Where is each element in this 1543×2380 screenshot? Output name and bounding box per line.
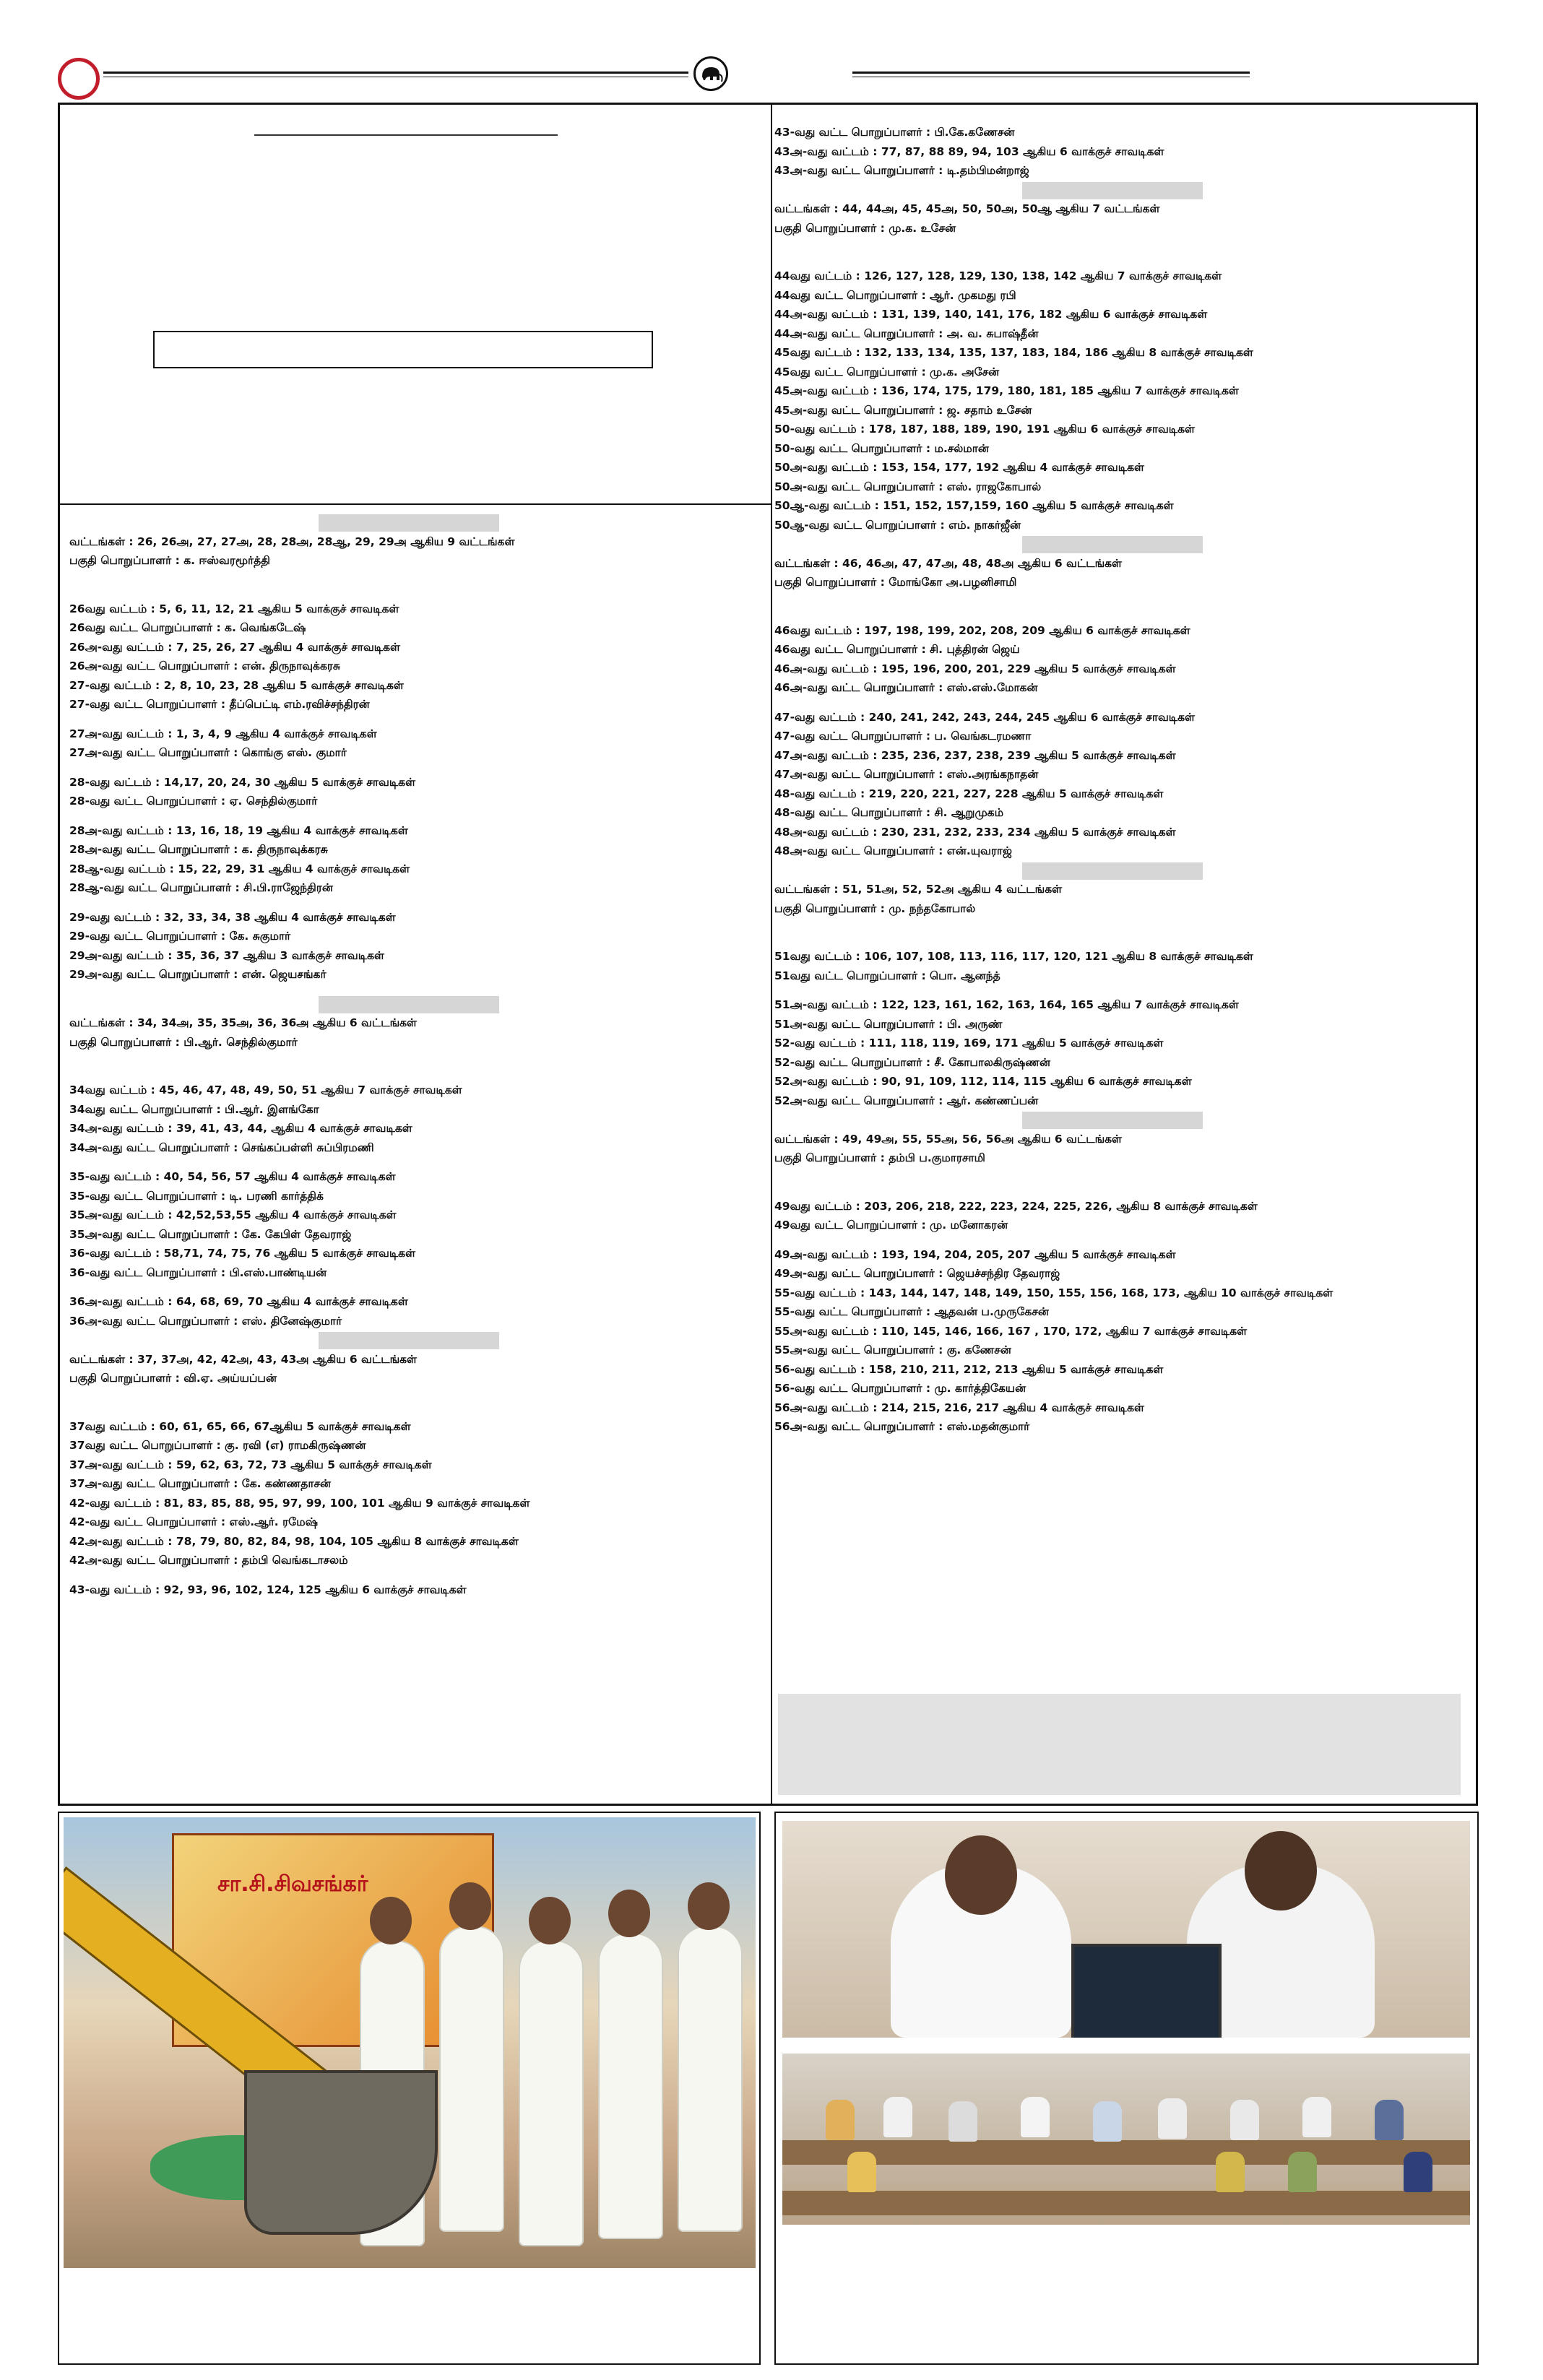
ward-list: வட்டங்கள் : 51, 51அ, 52, 52அ ஆகிய 4 வட்டங்கள் [774, 883, 1063, 896]
ward-incharge: 28ஆ-வது வட்ட பொறுப்பாளர் : சி.பி.ராஜேந்திரன் [69, 881, 333, 894]
ward-list: வட்டங்கள் : 34, 34அ, 35, 35அ, 36, 36அ ஆகிய 6 வட்டங்கள் [69, 1016, 418, 1029]
ward-incharge: 50அ-வது வட்ட பொறுப்பாளர் : எஸ். ராஜகோபால் [774, 480, 1042, 493]
ward-incharge: 28அ-வது வட்ட பொறுப்பாளர் : க. திருநாவுக்கரசு [69, 843, 328, 856]
area-incharge: பகுதி பொறுப்பாளர் : மு.க. உசேன் [774, 221, 956, 235]
section-heading-bar [774, 535, 1468, 554]
elephant-logo-icon [693, 56, 728, 91]
area-incharge: பகுதி பொறுப்பாளர் : தம்பி ப.குமாரசாமி [774, 1151, 985, 1164]
ward-booths: 36அ-வது வட்டம் : 64, 68, 69, 70 ஆகிய 4 வாக்குச் சாவடிகள் [69, 1295, 408, 1308]
ward-incharge: 28-வது வட்ட பொறுப்பாளர் : ஏ. செந்தில்குமார் [69, 795, 318, 808]
ward-incharge: 47-வது வட்ட பொறுப்பாளர் : ப. வெங்கடரமணா [774, 730, 1032, 743]
attendee [1375, 2100, 1404, 2140]
attendee [1230, 2100, 1259, 2140]
ward-incharge: 27அ-வது வட்ட பொறுப்பாளர் : கொங்கு எஸ். குமார் [69, 746, 347, 759]
person [678, 1926, 743, 2232]
headline-rule [254, 134, 558, 136]
person [439, 1926, 504, 2232]
ward-incharge: 50ஆ-வது வட்ட பொறுப்பாளர் : எம். நாகர்ஜீன் [774, 518, 1021, 532]
attendee [826, 2100, 855, 2140]
section-heading-bar [69, 1330, 763, 1350]
ward-booths: 56அ-வது வட்டம் : 214, 215, 216, 217 ஆகிய 4 வாக்குச் சாவடிகள் [774, 1401, 1144, 1414]
ward-incharge: 47அ-வது வட்ட பொறுப்பாளர் : எஸ்.அரங்கநாதன் [774, 768, 1039, 781]
ward-incharge: 44அ-வது வட்ட பொறுப்பாளர் : அ. வ. சுபாஷ்தீன் [774, 326, 1039, 340]
ward-booths: 47அ-வது வட்டம் : 235, 236, 237, 238, 239 ஆகிய 5 வாக்குச் சாவடிகள் [774, 748, 1176, 762]
ward-incharge: 26வது வட்ட பொறுப்பாளர் : க. வெங்கடேஷ் [69, 621, 306, 634]
ward-list: வட்டங்கள் : 46, 46அ, 47, 47அ, 48, 48அ ஆகிய 6 வட்டங்கள் [774, 556, 1123, 570]
ward-incharge: 36அ-வது வட்ட பொறுப்பாளர் : எஸ். தினேஷ்குமார் [69, 1314, 342, 1328]
ward-incharge: 27-வது வட்ட பொறுப்பாளர் : தீப்பெட்டி எம்.ரவிச்சந்திரன் [69, 698, 370, 711]
ward-incharge: 48அ-வது வட்ட பொறுப்பாளர் : என்.யுவராஜ் [774, 844, 1012, 857]
person-head [449, 1882, 491, 1930]
attendee [1021, 2097, 1050, 2137]
person [598, 1933, 663, 2239]
heading-placeholder [1022, 862, 1203, 880]
attendee [1302, 2097, 1331, 2137]
heading-placeholder [319, 996, 499, 1013]
ward-incharge: 29அ-வது வட்ட பொறுப்பாளர் : என். ஜெயசங்கர் [69, 968, 327, 981]
ward-booths: 52-வது வட்டம் : 111, 118, 119, 169, 171 ஆகிய 5 வாக்குச் சாவடிகள் [774, 1037, 1164, 1050]
ward-booths: 50-வது வட்டம் : 178, 187, 188, 189, 190, 191 ஆகிய 6 வாக்குச் சாவடிகள் [774, 423, 1196, 436]
ward-booths: 55அ-வது வட்டம் : 110, 145, 146, 166, 167 , 170, 172, ஆகிய 7 வாக்குச் சாவடிகள் [774, 1324, 1248, 1338]
area-incharge: பகுதி பொறுப்பாளர் : க. ஈஸ்வரமூர்த்தி [69, 554, 270, 567]
ward-booths: 46வது வட்டம் : 197, 198, 199, 202, 208, 209 ஆகிய 6 வாக்குச் சாவடிகள் [774, 623, 1190, 637]
ward-incharge: 56-வது வட்ட பொறுப்பாளர் : மு. கார்த்திகேயன் [774, 1382, 1026, 1395]
ward-booths: 50அ-வது வட்டம் : 153, 154, 177, 192 ஆகிய 4 வாக்குச் சாவடிகள் [774, 461, 1144, 474]
header-area-rule [58, 503, 772, 505]
ward-incharge: 52-வது வட்ட பொறுப்பாளர் : சீ. கோபாலகிருஷ்ணன் [774, 1055, 1051, 1069]
ward-incharge: 55-வது வட்ட பொறுப்பாளர் : ஆதவன் ப.முருகேசன் [774, 1305, 1049, 1318]
ward-incharge: 56அ-வது வட்ட பொறுப்பாளர் : எஸ்.மதன்குமார் [774, 1420, 1030, 1433]
ward-incharge: 45அ-வது வட்ட பொறுப்பாளர் : ஜ. சதாம் உசேன் [774, 403, 1032, 417]
ward-incharge: 55அ-வது வட்ட பொறுப்பாளர் : கு. கணேசன் [774, 1343, 1011, 1356]
ward-incharge: 34அ-வது வட்ட பொறுப்பாளர் : செங்கப்பள்ளி சுப்பிரமணி [69, 1141, 374, 1154]
banner-text: சா.சி.சிவசங்கர் [217, 1871, 368, 1897]
ward-incharge: 26அ-வது வட்ட பொறுப்பாளர் : என். திருநாவுக்கரசு [69, 659, 340, 672]
area-incharge: பகுதி பொறுப்பாளர் : மோங்கோ அ.பழனிசாமி [774, 576, 1017, 589]
ward-booths: 50ஆ-வது வட்டம் : 151, 152, 157,159, 160 ஆகிய 5 வாக்குச் சாவடிகள் [774, 499, 1174, 512]
ward-incharge: 50-வது வட்ட பொறுப்பாளர் : ம.சல்மான் [774, 441, 989, 455]
ward-incharge: 49வது வட்ட பொறுப்பாளர் : மு. மனோகரன் [774, 1219, 1008, 1232]
attendee [1216, 2152, 1245, 2192]
ward-incharge: 35அ-வது வட்ட பொறுப்பாளர் : கே. கேபிள் தேவராஜ் [69, 1227, 352, 1241]
attendee [847, 2152, 876, 2192]
section-heading-bar [774, 1110, 1468, 1130]
excavator-bucket [244, 2070, 438, 2235]
ward-incharge: 51அ-வது வட்ட பொறுப்பாளர் : பி. அருண் [774, 1017, 1003, 1031]
ward-incharge: 52அ-வது வட்ட பொறுப்பாளர் : ஆர். கண்ணப்பன் [774, 1094, 1039, 1107]
ward-booths: 26வது வட்டம் : 5, 6, 11, 12, 21 ஆகிய 5 வாக்குச் சாவடிகள் [69, 602, 399, 615]
ward-booths: 44வது வட்டம் : 126, 127, 128, 129, 130, 138, 142 ஆகிய 7 வாக்குச் சாவடிகள் [774, 269, 1222, 282]
ward-incharge: 44வது வட்ட பொறுப்பாளர் : ஆர். முகமது ரபி [774, 288, 1016, 302]
ward-booths: 36-வது வட்டம் : 58,71, 74, 75, 76 ஆகிய 5 வாக்குச் சாவடிகள் [69, 1247, 416, 1260]
person-head [608, 1890, 650, 1937]
red-circle-icon [58, 58, 100, 100]
meeting-attendees-photo [782, 2054, 1470, 2225]
ward-booths: 52அ-வது வட்டம் : 90, 91, 109, 112, 114, 115 ஆகிய 6 வாக்குச் சாவடிகள் [774, 1075, 1192, 1088]
ward-incharge: 51வது வட்ட பொறுப்பாளர் : பொ. ஆனந்த் [774, 969, 1000, 982]
area-incharge: பகுதி பொறுப்பாளர் : பி.ஆர். செந்தில்குமார் [69, 1035, 298, 1049]
ward-booths: 42அ-வது வட்டம் : 78, 79, 80, 82, 84, 98, 104, 105 ஆகிய 8 வாக்குச் சாவடிகள் [69, 1534, 519, 1548]
person-head [370, 1897, 412, 1944]
ward-booths: 35-வது வட்டம் : 40, 54, 56, 57 ஆகிய 4 வாக்குச் சாவடிகள் [69, 1170, 396, 1183]
attendee [1404, 2152, 1432, 2192]
heading-placeholder [319, 1332, 499, 1349]
ward-incharge: 37அ-வது வட்ட பொறுப்பாளர் : கே. கண்ணதாசன் [69, 1477, 332, 1490]
ward-booths: 27-வது வட்டம் : 2, 8, 10, 23, 28 ஆகிய 5 வாக்குச் சாவடிகள் [69, 678, 404, 692]
official-left-head [945, 1835, 1017, 1915]
ward-incharge: 46அ-வது வட்ட பொறுப்பாளர் : எஸ்.எஸ்.மோகன் [774, 681, 1038, 694]
ward-list: வட்டங்கள் : 44, 44அ, 45, 45அ, 50, 50அ, 50ஆ ஆகிய 7 வட்டங்கள் [774, 202, 1160, 215]
ward-incharge: 35-வது வட்ட பொறுப்பாளர் : டி. பரணி கார்த்திக் [69, 1189, 324, 1203]
ward-incharge: 42-வது வட்ட பொறுப்பாளர் : எஸ்.ஆர். ரமேஷ் [69, 1515, 318, 1528]
ward-incharge: 46வது வட்ட பொறுப்பாளர் : சி. புத்திரன் ஜெய் [774, 643, 1020, 656]
ward-booths: 48அ-வது வட்டம் : 230, 231, 232, 233, 234 ஆகிய 5 வாக்குச் சாவடிகள் [774, 825, 1176, 839]
ward-incharge: 43-வது வட்ட பொறுப்பாளர் : பி.கே.கணேசன் [774, 126, 1015, 139]
attendee [1093, 2101, 1122, 2142]
attendee [883, 2097, 912, 2137]
ward-booths: 29அ-வது வட்டம் : 35, 36, 37 ஆகிய 3 வாக்குச் சாவடிகள் [69, 948, 384, 962]
ward-booths: 56-வது வட்டம் : 158, 210, 211, 212, 213 ஆகிய 5 வாக்குச் சாவடிகள் [774, 1362, 1164, 1376]
ward-booths: 46அ-வது வட்டம் : 195, 196, 200, 201, 229 ஆகிய 5 வாக்குச் சாவடிகள் [774, 662, 1176, 675]
attendee [948, 2101, 977, 2142]
ward-booths: 47-வது வட்டம் : 240, 241, 242, 243, 244, 245 ஆகிய 6 வாக்குச் சாவடிகள் [774, 710, 1196, 724]
ward-incharge: 48-வது வட்ட பொறுப்பாளர் : சி. ஆறுமுகம் [774, 806, 1004, 819]
meeting-officials-photo [782, 1821, 1470, 2038]
attendee [1288, 2152, 1317, 2192]
ward-booths: 48-வது வட்டம் : 219, 220, 221, 227, 228 ஆகிய 5 வாக்குச் சாவடிகள் [774, 787, 1164, 800]
ward-booths: 51வது வட்டம் : 106, 107, 108, 113, 116, 117, 120, 121 ஆகிய 8 வாக்குச் சாவடிகள் [774, 950, 1253, 963]
ward-incharge: 42அ-வது வட்ட பொறுப்பாளர் : தம்பி வெங்கடாசலம் [69, 1554, 348, 1567]
ward-booths: 26அ-வது வட்டம் : 7, 25, 26, 27 ஆகிய 4 வாக்குச் சாவடிகள் [69, 640, 401, 654]
ward-booths: 49வது வட்டம் : 203, 206, 218, 222, 223, 224, 225, 226, ஆகிய 8 வாக்குச் சாவடிகள் [774, 1199, 1258, 1213]
person-head [529, 1897, 571, 1944]
ward-list: வட்டங்கள் : 49, 49அ, 55, 55அ, 56, 56அ ஆகிய 6 வட்டங்கள் [774, 1132, 1123, 1146]
ward-booths: 44அ-வது வட்டம் : 131, 139, 140, 141, 176, 182 ஆகிய 6 வாக்குச் சாவடிகள் [774, 308, 1208, 321]
shaded-box [778, 1694, 1461, 1795]
heading-placeholder [319, 514, 499, 532]
ward-incharge: 37வது வட்ட பொறுப்பாளர் : கு. ரவி (எ) ராமகிருஷ்ணன் [69, 1439, 366, 1452]
elephant-icon [696, 59, 726, 89]
ward-booths: 51அ-வது வட்டம் : 122, 123, 161, 162, 163, 164, 165 ஆகிய 7 வாக்குச் சாவடிகள் [774, 998, 1239, 1011]
ward-booths: 37வது வட்டம் : 60, 61, 65, 66, 67ஆகிய 5 வாக்குச் சாவடிகள் [69, 1419, 411, 1433]
left-column [69, 513, 763, 1599]
ward-incharge: 45வது வட்ட பொறுப்பாளர் : மு.க. அசேன் [774, 365, 1000, 378]
groundbreaking-photo [64, 1817, 756, 2268]
ward-incharge: 49அ-வது வட்ட பொறுப்பாளர் : ஜெயச்சந்திர தேவராஜ் [774, 1267, 1060, 1280]
ward-booths: 45அ-வது வட்டம் : 136, 174, 175, 179, 180, 181, 185 ஆகிய 7 வாக்குச் சாவடிகள் [774, 384, 1239, 397]
ward-booths: 34அ-வது வட்டம் : 39, 41, 43, 44, ஆகிய 4 வாக்குச் சாவடிகள் [69, 1122, 412, 1135]
ward-booths: 27அ-வது வட்டம் : 1, 3, 4, 9 ஆகிய 4 வாக்குச் சாவடிகள் [69, 727, 377, 740]
official-right-head [1245, 1831, 1317, 1911]
heading-placeholder [1022, 182, 1203, 199]
ward-booths: 28அ-வது வட்டம் : 13, 16, 18, 19 ஆகிய 4 வாக்குச் சாவடிகள் [69, 823, 408, 837]
person-head [688, 1882, 730, 1930]
area-incharge: பகுதி பொறுப்பாளர் : மு. நந்தகோபால் [774, 901, 976, 915]
monitor [1071, 1944, 1222, 2038]
section-heading-bar [69, 513, 763, 532]
ward-incharge: 43அ-வது வட்ட பொறுப்பாளர் : டி.தம்பிமன்றாஜ் [774, 164, 1029, 177]
ward-booths: 35அ-வது வட்டம் : 42,52,53,55 ஆகிய 4 வாக்குச் சாவடிகள் [69, 1208, 397, 1221]
attendee [1158, 2098, 1187, 2139]
section-heading-bar [774, 181, 1468, 200]
ward-booths: 43-வது வட்டம் : 92, 93, 96, 102, 124, 125 ஆகிய 6 வாக்குச் சாவடிகள் [69, 1583, 467, 1596]
area-incharge: பகுதி பொறுப்பாளர் : வி.ஏ. அய்யப்பன் [69, 1372, 277, 1385]
person [519, 1940, 584, 2246]
section-heading-bar [69, 995, 763, 1014]
ward-booths: 42-வது வட்டம் : 81, 83, 85, 88, 95, 97, 99, 100, 101 ஆகிய 9 வாக்குச் சாவடிகள் [69, 1496, 530, 1510]
ward-list: வட்டங்கள் : 26, 26அ, 27, 27அ, 28, 28அ, 28ஆ, 29, 29அ ஆகிய 9 வட்டங்கள் [69, 535, 515, 548]
desk-row [782, 2191, 1470, 2215]
ward-booths: 34வது வட்டம் : 45, 46, 47, 48, 49, 50, 51 ஆகிய 7 வாக்குச் சாவடிகள் [69, 1083, 462, 1096]
ward-list: வட்டங்கள் : 37, 37அ, 42, 42அ, 43, 43அ ஆகிய 6 வட்டங்கள் [69, 1352, 418, 1366]
ward-booths: 45வது வட்டம் : 132, 133, 134, 135, 137, 183, 184, 186 ஆகிய 8 வாக்குச் சாவடிகள் [774, 346, 1253, 359]
heading-placeholder [1022, 1112, 1203, 1129]
ward-booths: 55-வது வட்டம் : 143, 144, 147, 148, 149, 150, 155, 156, 168, 173, ஆகிய 10 வாக்குச் சாவடிகள் [774, 1286, 1334, 1299]
subheading-box [153, 331, 653, 368]
ward-booths: 37அ-வது வட்டம் : 59, 62, 63, 72, 73 ஆகிய 5 வாக்குச் சாவடிகள் [69, 1458, 432, 1471]
ward-booths: 49அ-வது வட்டம் : 193, 194, 204, 205, 207 ஆகிய 5 வாக்குச் சாவடிகள் [774, 1247, 1176, 1261]
ward-incharge: 29-வது வட்ட பொறுப்பாளர் : கே. சுகுமார் [69, 930, 291, 943]
masthead [0, 0, 1543, 101]
masthead-rule-left [103, 72, 688, 77]
ward-booths: 28-வது வட்டம் : 14,17, 20, 24, 30 ஆகிய 5 வாக்குச் சாவடிகள் [69, 775, 416, 789]
desk-row [782, 2140, 1470, 2165]
heading-placeholder [1022, 536, 1203, 553]
ward-incharge: 34வது வட்ட பொறுப்பாளர் : பி.ஆர். இளங்கோ [69, 1102, 319, 1116]
masthead-rule-right [852, 72, 1250, 77]
ward-booths: 43அ-வது வட்டம் : 77, 87, 88 89, 94, 103 ஆகிய 6 வாக்குச் சாவடிகள் [774, 144, 1164, 158]
ward-incharge: 36-வது வட்ட பொறுப்பாளர் : பி.எஸ்.பாண்டியன் [69, 1265, 327, 1279]
ward-booths: 29-வது வட்டம் : 32, 33, 34, 38 ஆகிய 4 வாக்குச் சாவடிகள் [69, 910, 396, 924]
section-heading-bar [774, 861, 1468, 880]
ward-booths: 28ஆ-வது வட்டம் : 15, 22, 29, 31 ஆகிய 4 வாக்குச் சாவடிகள் [69, 862, 410, 875]
column-divider [771, 103, 772, 1806]
right-column [774, 123, 1468, 1437]
